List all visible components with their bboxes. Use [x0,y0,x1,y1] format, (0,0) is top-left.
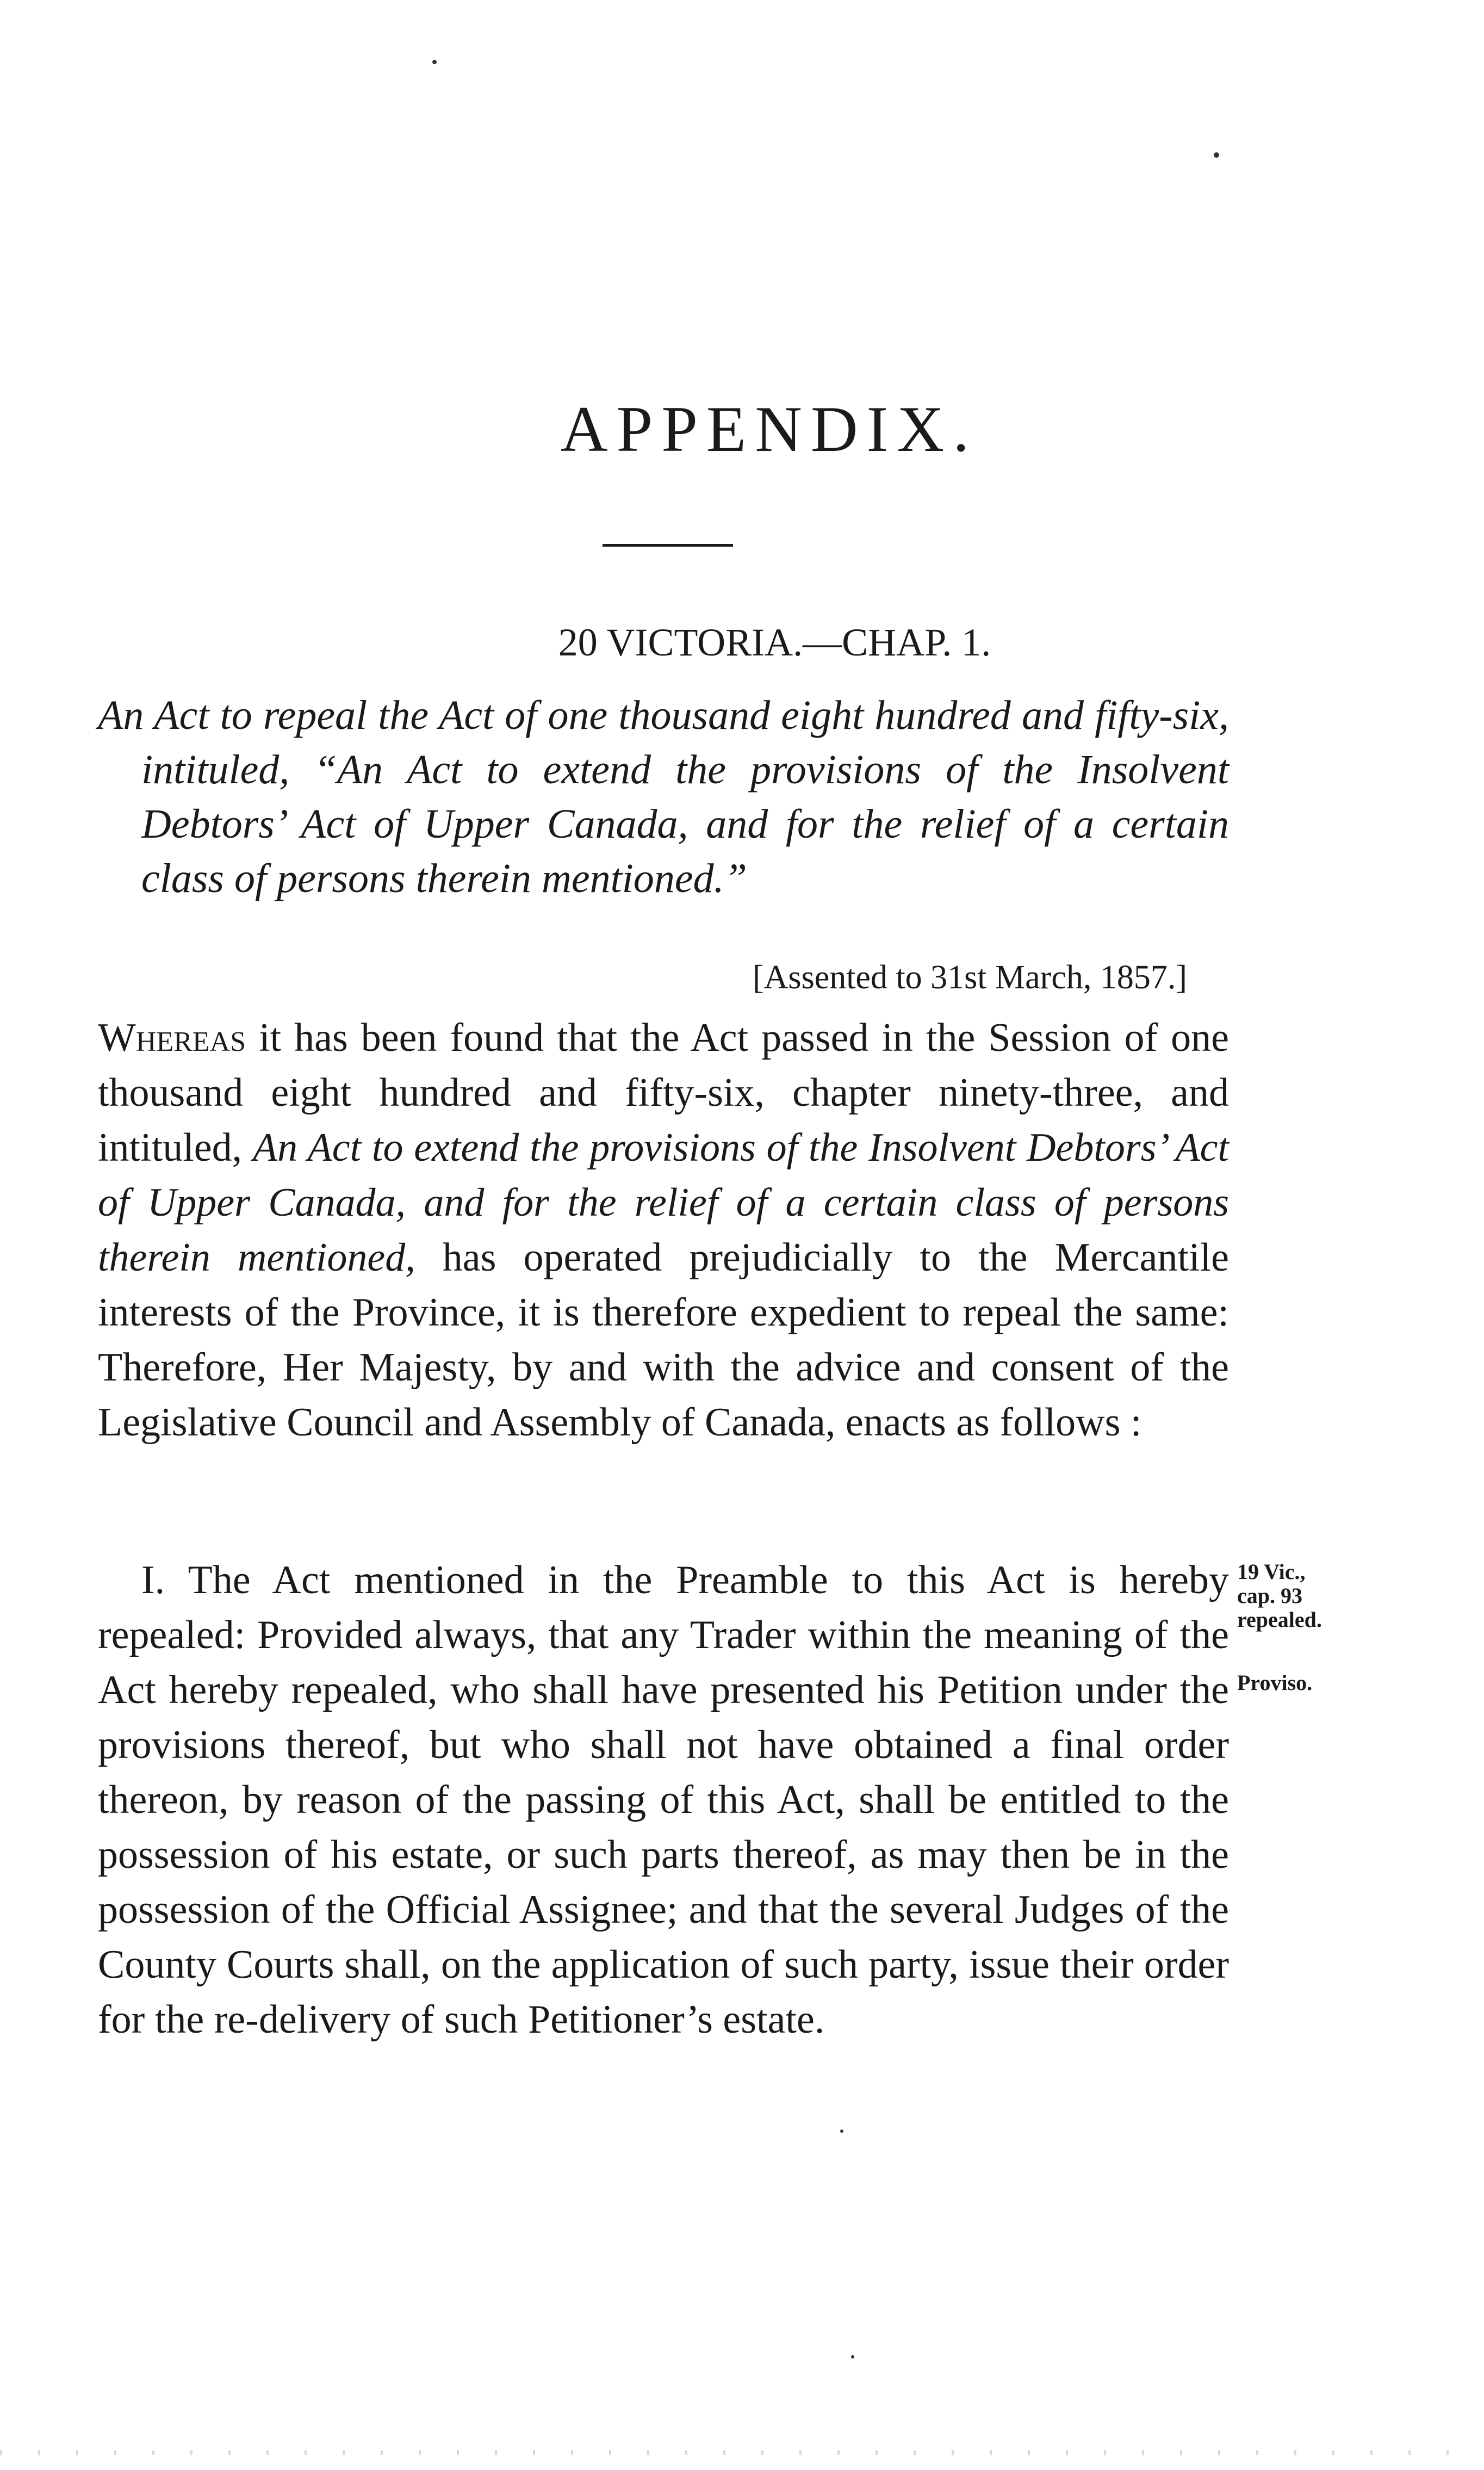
act-title: An Act to repeal the Act of one thousand eight hundred and fifty-six, intituled, “An Act to extend the provisions of the Insolvent Debtors’ Act of Upper Canada, and for the relief of a certain class of persons therein mentioned.” [98,692,1229,901]
preamble-act-name: An Act to extend the provisions of the Insolvent Debtors’ Act of Upper Canada, and for the relief of a certain class of persons therein mentioned, [98,1125,1229,1280]
chapter-heading: 20 VICTORIA.—CHAP. 1. [558,621,991,664]
assent-date: [Assented to 31st March, 1857.] [753,959,1187,996]
margin-note-repealed: 19 Vic., cap. 93 repealed. [1237,1559,1322,1632]
margin-note-proviso: Proviso. [1237,1670,1313,1695]
preamble-lead-word: Whereas [98,1016,246,1060]
speck-mark [840,2129,843,2133]
preamble-paragraph [98,1011,1229,1450]
section-1-paragraph: I. The Act mentioned in the Preamble to this Act is hereby repealed: Provided always, that any Trader within the meaning of the Act hereby repealed, who shall have presented his Petition under the provisions thereof, but who shall not have obtained a final order thereon, by reason of the passing of this Act, shall be entitled to the possession of his estate, or such parts thereof, as may then be in the possession of the Official Assignee; and that the several Judges of the County Courts shall, on the application of such party, issue their order for the re-delivery of such Petitioner’s estate. [98,1558,1229,2042]
scan-edge-marks [0,2450,1484,2455]
appendix-heading: APPENDIX. [560,393,978,465]
preamble-text-part2: has operated prejudicially to the Mercantile interests of the Province, it is therefore expedient to repeal the same: Therefore, Her Majesty, by and with the advice and consent of the Legislative Council and Assembly of Canada, enacts as follows : [98,1235,1230,1445]
speck-mark [432,60,437,64]
speck-mark [1214,152,1219,158]
preamble-text-part1: it has been found that the Act passed in the Session of one thousand eight hundred and fifty-six, chapter ninety-three, and intituled, [98,1016,1229,1170]
heading-rule [603,544,733,547]
speck-mark [851,2355,854,2358]
